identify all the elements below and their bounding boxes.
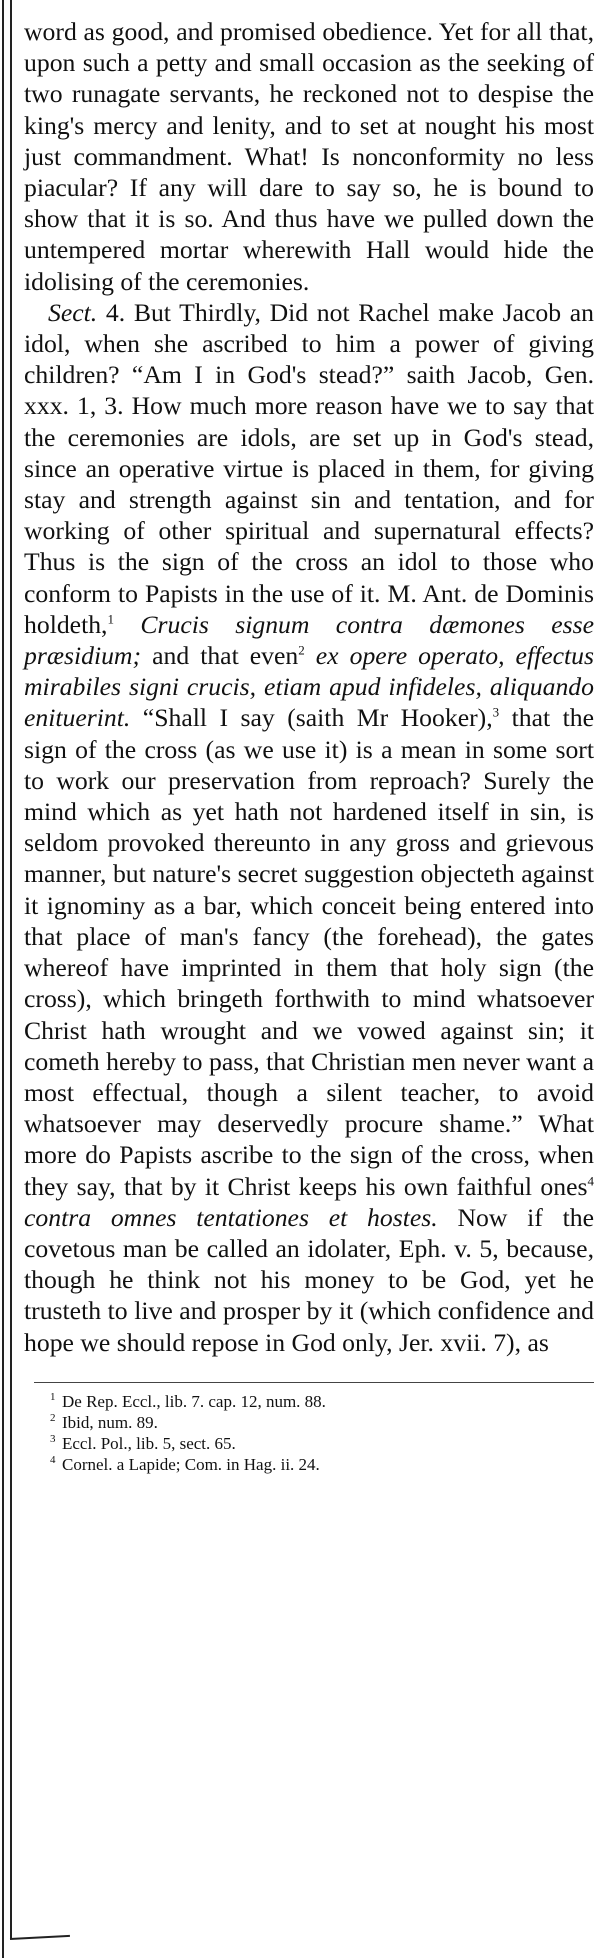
- footnote-number: 2: [50, 1411, 56, 1424]
- footnote-item: [24, 1454, 594, 1475]
- latin-quote-3: contra omnes tentationes et hostes.: [24, 1202, 438, 1232]
- section-4-text-e: Now if the covetous man be called an idolater, Eph. v. 5, because, though he think not his money to be God, yet he trusteth to live and prosper by it (which confidence and hope we should repose in God only, Jer. xvii. 7), as: [24, 1202, 594, 1357]
- left-border-rule-inner: [10, 0, 12, 1938]
- footnote-number: 4: [50, 1453, 56, 1466]
- text-column: [24, 16, 594, 1475]
- section-4-text-a: 4. But Thirdly, Did not Rachel make Jacob an idol, when she ascribed to him a power of giving children? “Am I in God's stead?” saith Jacob, Gen. xxx. 1, 3. How much more reason have we to say that the ceremonies are idols, are set up in God's stead, since an operative virtue is placed in them, for giving stay and strength against sin and tentation, and for working of other spiritual and supernatural effects? Thus is the sign of the cross an idol to those who conform to Papists in the use of it. M. Ant. de Dominis holdeth,: [24, 297, 594, 639]
- latin-quote-1: Crucis signum contra dæmones esse præsidium;: [24, 609, 595, 671]
- footnote-text: De Rep. Eccl., lib. 7. cap. 12, num. 88.: [62, 1391, 326, 1411]
- bottom-corner-rule: [10, 1935, 70, 1940]
- footnote-ref-4: 4: [587, 1172, 594, 1188]
- paragraph-continuation: [24, 16, 594, 297]
- section-4-text-c: “Shall I say (saith Mr Hooker),: [130, 703, 493, 733]
- footnotes-list: [24, 1391, 594, 1475]
- left-border-rule-outer: [2, 0, 4, 1958]
- footnote-number: 3: [50, 1432, 56, 1445]
- section-4-text-b: and that even: [141, 641, 299, 671]
- paragraph-section-4: [24, 297, 594, 1358]
- footnote-text: Ibid, num. 89.: [62, 1412, 158, 1432]
- footnote-item: [24, 1412, 594, 1433]
- section-label: Sect.: [48, 297, 98, 327]
- footnote-text: Eccl. Pol., lib. 5, sect. 65.: [62, 1433, 236, 1453]
- latin-quote-2: ex opere operato, effectus mirabiles signi crucis, etiam apud infideles, aliquando enituerint.: [24, 641, 594, 733]
- footnote-ref-3: 3: [492, 704, 500, 720]
- footnote-separator: [34, 1382, 594, 1383]
- footnote-item: [24, 1391, 594, 1412]
- footnote-item: [24, 1433, 594, 1454]
- footnote-ref-1: 1: [107, 611, 114, 627]
- footnote-text: Cornel. a Lapide; Com. in Hag. ii. 24.: [62, 1454, 320, 1474]
- footnote-ref-2: 2: [298, 642, 305, 658]
- paragraph-1-text: word as good, and promised obedience. Yet for all that, upon such a petty and small occasion as the seeking of two runagate servants, he reckoned not to despise the king's mercy and lenity, and to set at nought his most just commandment. What! Is nonconformity no less piacular? If any will dare to say so, he is bound to show that it is so. And thus have we pulled down the untempered mortar wherewith Hall would hide the idolising of the ceremonies.: [24, 17, 594, 296]
- section-4-text-d: that the sign of the cross (as we use it) is a mean in some sort to work our preservation from reproach? Surely the mind which as yet hath not hardened itself in sin, is seldom provoked thereunto in any gross and grievous manner, but nature's secret suggestion objecteth against it ignominy as a bar, which conceit being entered into that place of man's fancy (the forehead), the gates whereof have imprinted in them that holy sign (the cross), which bringeth forthwith to mind whatsoever Christ hath wrought and we vowed against sin; it cometh hereby to pass, that Christian men never want a most effectual, though a silent teacher, to avoid whatsoever may deservedly procure shame.” What more do Papists ascribe to the sign of the cross, when they say, that by it Christ keeps his own faithful ones: [24, 703, 594, 1201]
- footnote-number: 1: [50, 1390, 56, 1403]
